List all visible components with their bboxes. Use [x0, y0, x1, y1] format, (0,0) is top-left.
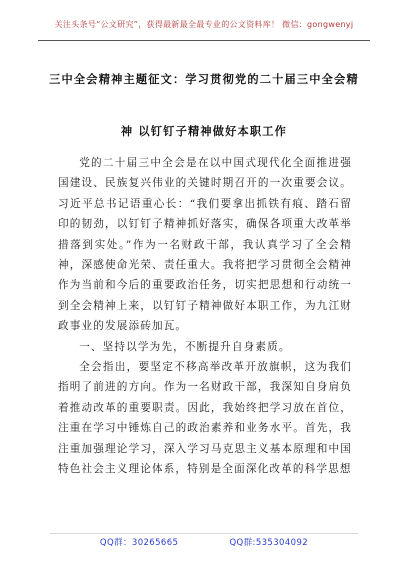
footer-qq-group-1: QQ群：30265665 [99, 538, 179, 548]
footer [0, 536, 408, 548]
document-title-line-1: 三中全会精神主题征文：学习贯彻党的二十届三中全会精 [49, 72, 359, 86]
body-paragraph-2: 全会指出，要坚定不移高举改革开放旗帜，这为我们指明了前进的方向。作为一名财政干部，我深知自身肩负着推动改革的重要职责。因此，我始终把学习放在首位，注重在学习中锤炼自己的政治素养和业务水平。首先，我注重加强理论学习，深入学习马克思主义基本原理和中国特色社会主义理论体系，特别是全面深化改革的科学思想 [58, 361, 352, 476]
document-title-line-2: 神 以钉钉子精神做好本职工作 [120, 124, 288, 138]
section-heading-1: 一、坚持以学为先，不断提升自身素质。 [79, 340, 291, 353]
header-banner: 关注头条号“公文研究”，获得最新最全最专业的公文资料库！ 微信：gongwenyj [38, 16, 370, 41]
body-paragraph-1: 党的二十届三中全会是在以中国式现代化全面推进强国建设、民族复兴伟业的关键时期召开的一次重要会议。习近平总书记语重心长：“我们要拿出抓铁有痕、踏石留印的韧劲，以钉钉子精神抓好落实，确保各项重大改革举措落到实处。”作为一名财政干部，我认真学习了全会精神，深感使命光荣、责任重大。我将把学习贯彻全会精神作为当前和今后的重要政治任务，切实把思想和行动统一到全会精神上来，以钉钉子精神做好本职工作，为九江财政事业的发展添砖加瓦。 [58, 157, 352, 333]
footer-divider [50, 533, 358, 534]
document-body [58, 153, 352, 480]
footer-qq-group-2: QQ群:535304092 [229, 538, 309, 548]
